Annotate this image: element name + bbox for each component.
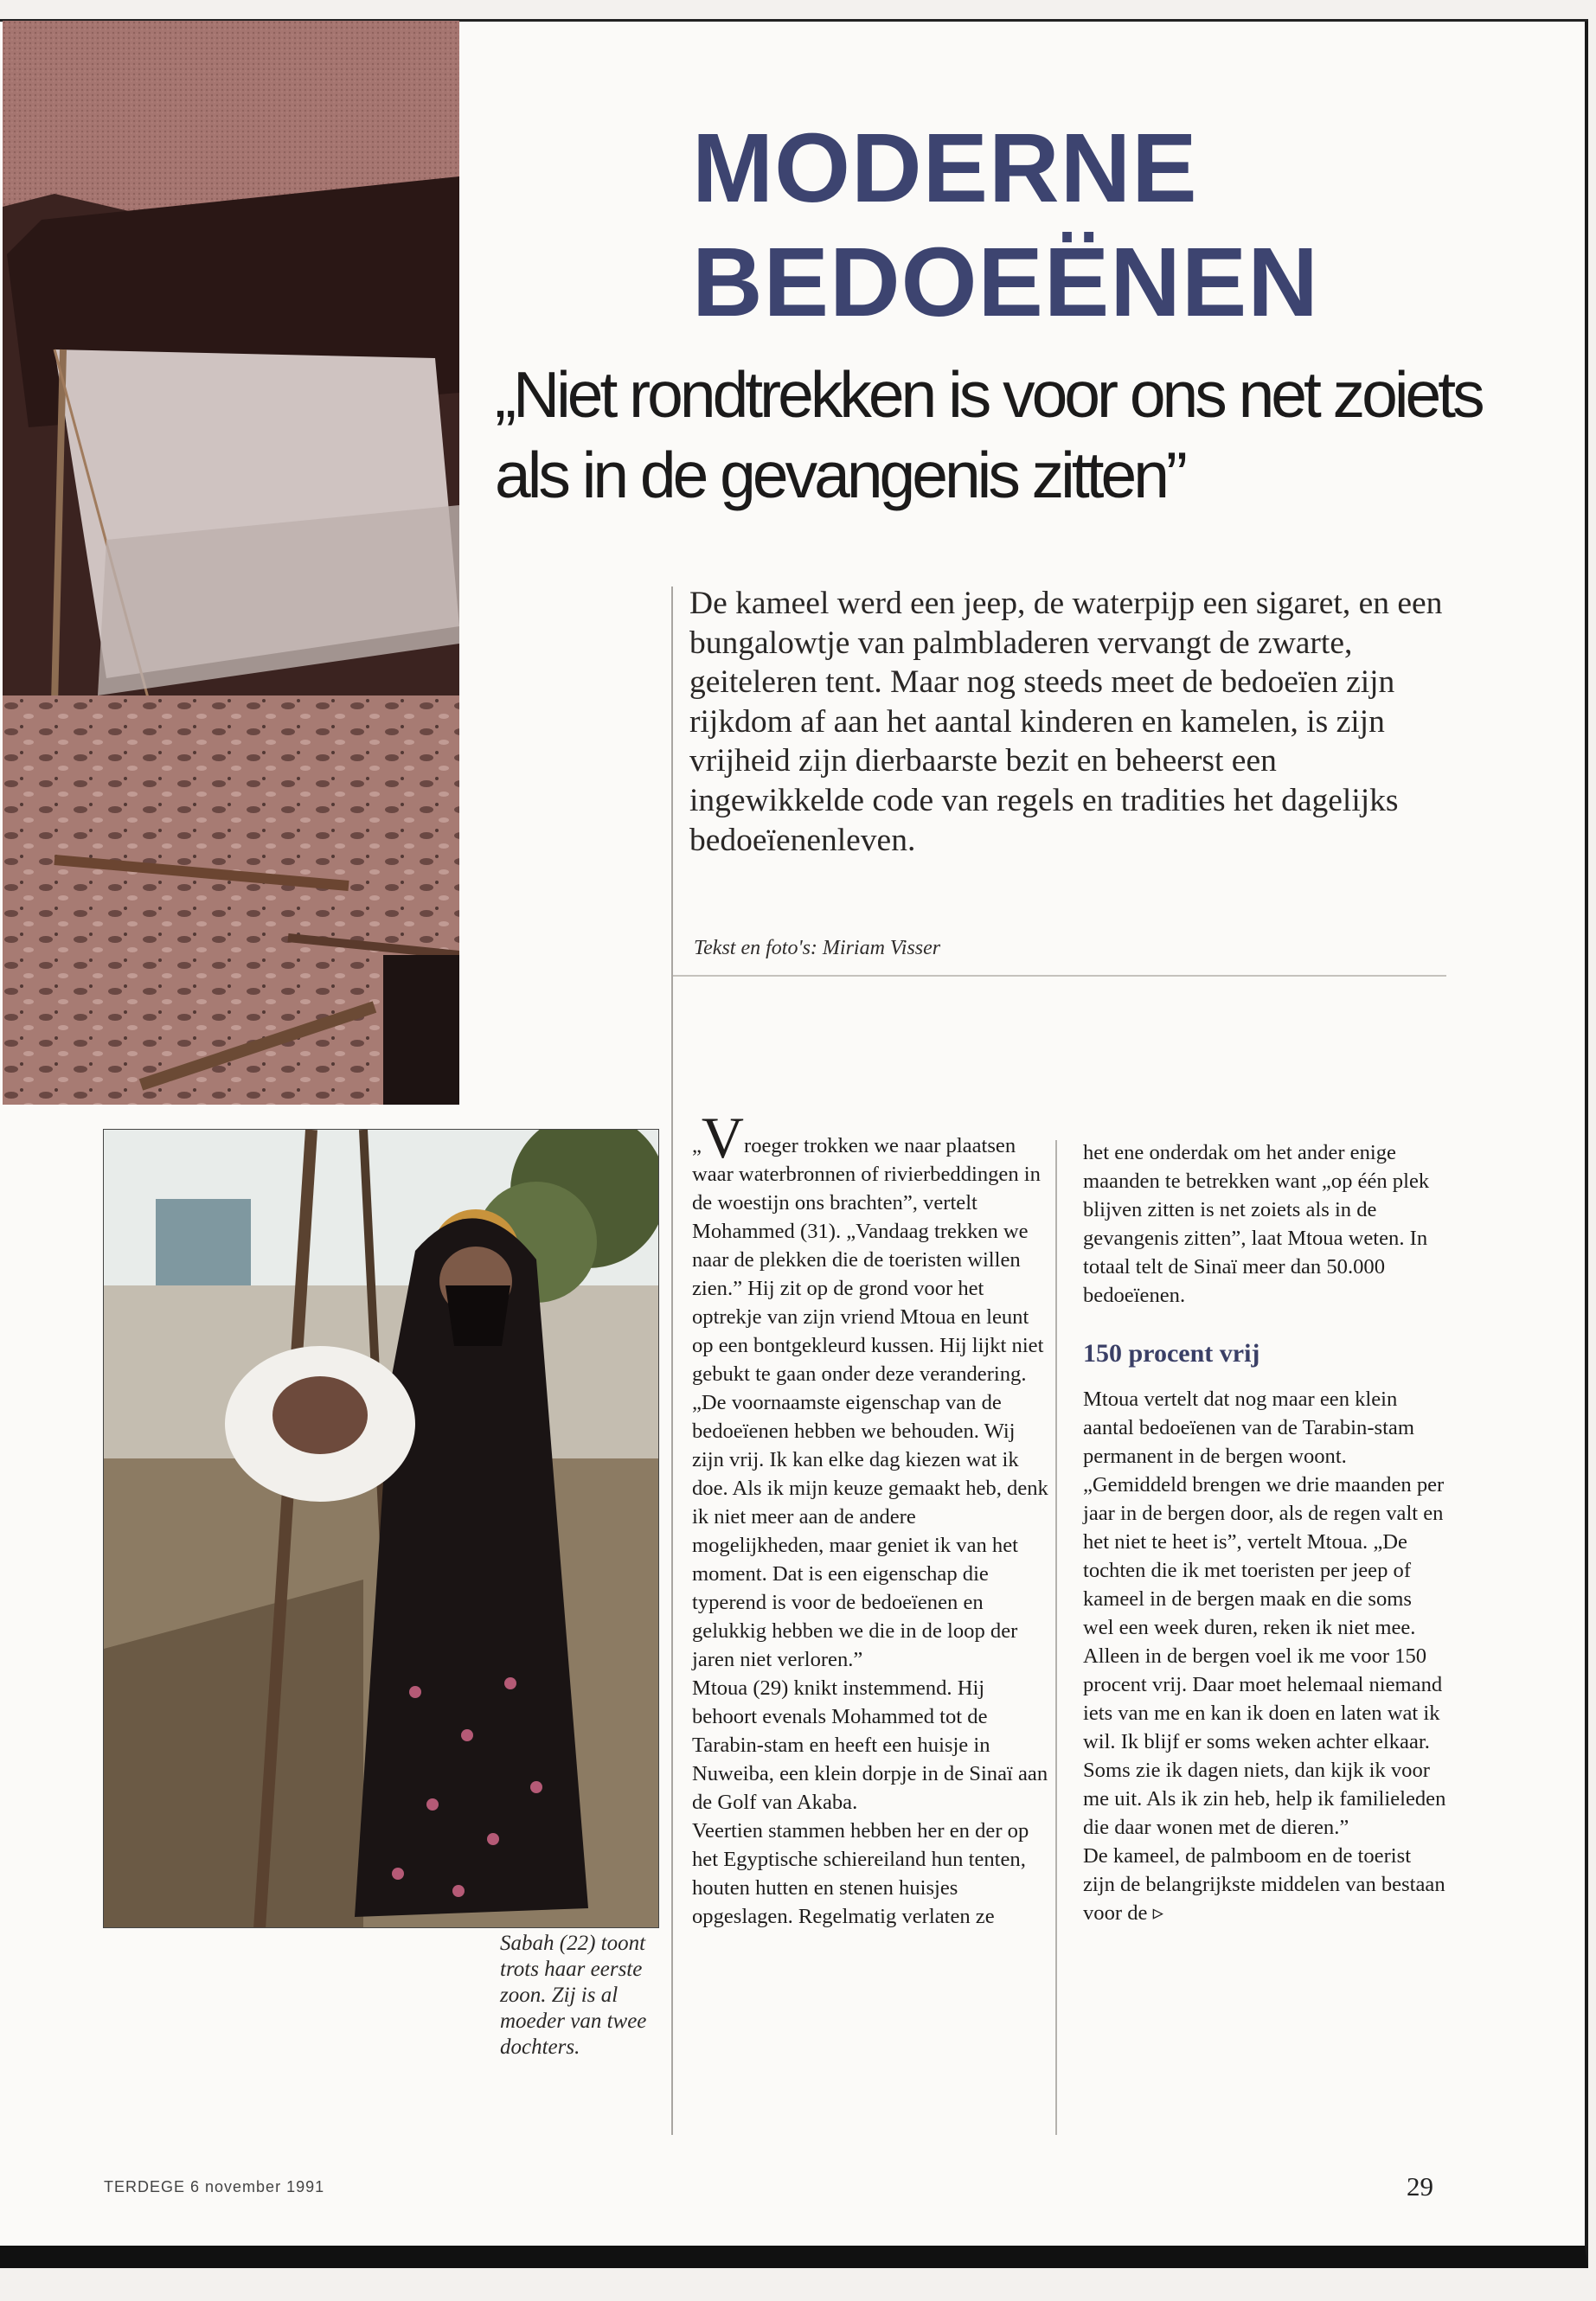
photo-tent (3, 21, 459, 1105)
body-paragraph (692, 1105, 1048, 1388)
woman-illustration (104, 1130, 659, 1928)
body-paragraph: Mtoua (29) knikt instemmend. Hij behoort evenals Mohammed tot de Tarabin-stam en heeft een huisje in Nuweiba, een klein dorpje in de Sinaï aan de Golf van Akaba. (692, 1676, 1048, 1814)
photo-caption: Sabah (22) toont trots haar eerste zoon. Zij is al moeder van twee dochters. (500, 1932, 647, 2059)
dropcap-letter: V (701, 1105, 745, 1170)
body-column-1 (692, 1105, 1048, 1931)
body-paragraph: Mtoua vertelt dat nog maar een klein aantal bedoeïenen van de Tarabin-stam permanent in de bergen woont. „Gemiddeld brengen we drie maanden per jaar in de bergen door, als de regen valt en het niet te heet is”, vertelt Mtoua. „De tochten die ik met toeristen per jeep of kameel in de bergen maak en die soms wel een week duren, reken ik niet mee. (1083, 1388, 1445, 1639)
body-column-2 (1083, 1138, 1446, 1927)
byline-credit: Tekst en foto's: Miriam Visser (694, 937, 941, 959)
horizontal-divider (673, 975, 1446, 977)
page-number: 29 (1407, 2171, 1433, 2202)
body-paragraph: het ene onderdak om het ander enige maanden te betrekken want „op één plek blijven zitten is net zoiets als in de gevangenis zitten”, laat Mtoua weten. In totaal telt de Sinaï meer dan 50.000 bedoeïenen. (1083, 1141, 1430, 1307)
publication-footer: TERDEGE 6 november 1991 (104, 2178, 325, 2195)
title-line-2: BEDOEËNEN (692, 228, 1319, 336)
photo-woman-with-baby (103, 1129, 659, 1928)
tent-illustration (3, 21, 459, 1105)
column-divider (1055, 1140, 1057, 2135)
article-title (692, 111, 1319, 339)
body-text: roeger trokken we naar plaatsen waar waterbronnen of rivierbeddingen in de woestijn ons brachten”, vertelt Mohammed (31). „Vandaag trekken we naar de plekken die de toeristen willen zien.” Hij zit op de grond voor het optrekje van zijn vriend Mtoua en leunt op een bontgekleurd kussen. Hij lijkt niet gebukt te gaan onder deze verandering. (692, 1134, 1044, 1386)
article-subtitle: „Niet rondtrekken is voor ons net zoiets als in de gevangenis zitten” (495, 358, 1482, 511)
title-line-1: MODERNE (692, 113, 1198, 222)
section-subhead: 150 procent vrij (1083, 1339, 1260, 1368)
dropcap-quote: „ (692, 1134, 702, 1157)
body-paragraph: De kameel, de palmboom en de toerist zijn de belangrijkste middelen van bestaan voor de ▹ (1083, 1844, 1445, 1925)
body-paragraph: Veertien stammen hebben her en der op het Egyptische schiereiland hun tenten, houten hutten en stenen huisjes opgeslagen. Regelmatig verlaten ze (692, 1819, 1029, 1928)
lead-paragraph: De kameel werd een jeep, de waterpijp een sigaret, en een bungalowtje van palmbladeren vervangt de zwarte, geiteleren tent. Maar nog steeds meet de bedoeïen zijn rijkdom af aan het aantal kinderen en kamelen, is zijn vrijheid zijn dierbaarste bezit en beheerst een ingewikkelde code van regels en tradities het dagelijks bedoeïenenleven. (689, 586, 1443, 858)
body-paragraph: „De voornaamste eigenschap van de bedoeïenen hebben we behouden. Wij zijn vrij. Ik kan elke dag kiezen wat ik doe. Als ik mijn keuze gemaakt heb, denk ik niet meer aan de andere mogelijkheden, maar geniet ik van het moment. Dat is een eigenschap die typerend is voor de bedoeïenen en gelukkig hebben we die in de loop der jaren niet verloren.” (692, 1391, 1048, 1671)
body-paragraph: Alleen in de bergen voel ik me voor 150 procent vrij. Daar moet helemaal niemand iets van me en kan ik doen en laten wat ik wil. Ik blijf er soms weken achter elkaar. Soms zie ik dagen niets, dan kijk ik voor me uit. Als ik zin heb, help ik familieleden die daar wonen met de dieren.” (1083, 1644, 1446, 1839)
vertical-divider (671, 586, 673, 2135)
